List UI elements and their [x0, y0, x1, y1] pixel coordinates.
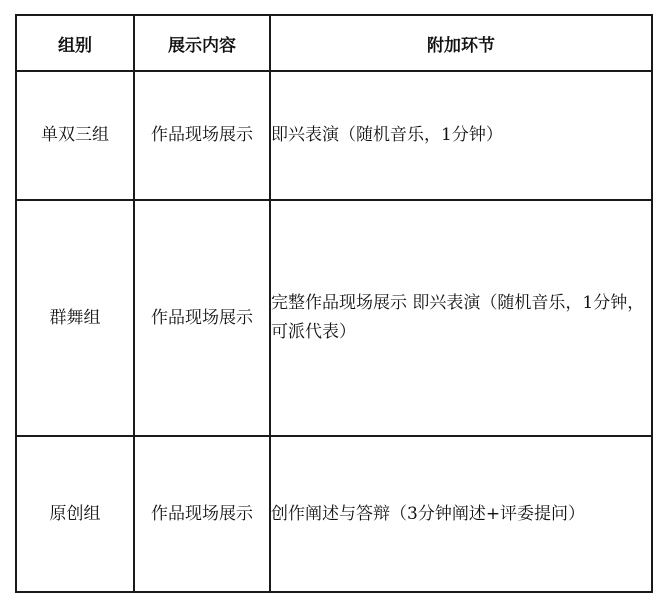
table-row	[16, 200, 652, 436]
table-header-row	[16, 15, 652, 71]
table-row	[16, 71, 652, 200]
header-content: 展示内容	[134, 15, 270, 71]
header-group: 组别	[16, 15, 134, 71]
cell-extra: 完整作品现场展示 即兴表演（随机音乐，1分钟，可派代表）	[270, 200, 652, 436]
header-extra: 附加环节	[270, 15, 652, 71]
cell-group: 原创组	[16, 436, 134, 592]
cell-group: 单双三组	[16, 71, 134, 200]
cell-extra: 创作阐述与答辩（3分钟阐述+评委提问）	[270, 436, 652, 592]
cell-content: 作品现场展示	[134, 71, 270, 200]
competition-table	[15, 14, 653, 593]
cell-content: 作品现场展示	[134, 200, 270, 436]
table-row	[16, 436, 652, 592]
cell-group: 群舞组	[16, 200, 134, 436]
cell-extra: 即兴表演（随机音乐，1分钟）	[270, 71, 652, 200]
cell-content: 作品现场展示	[134, 436, 270, 592]
